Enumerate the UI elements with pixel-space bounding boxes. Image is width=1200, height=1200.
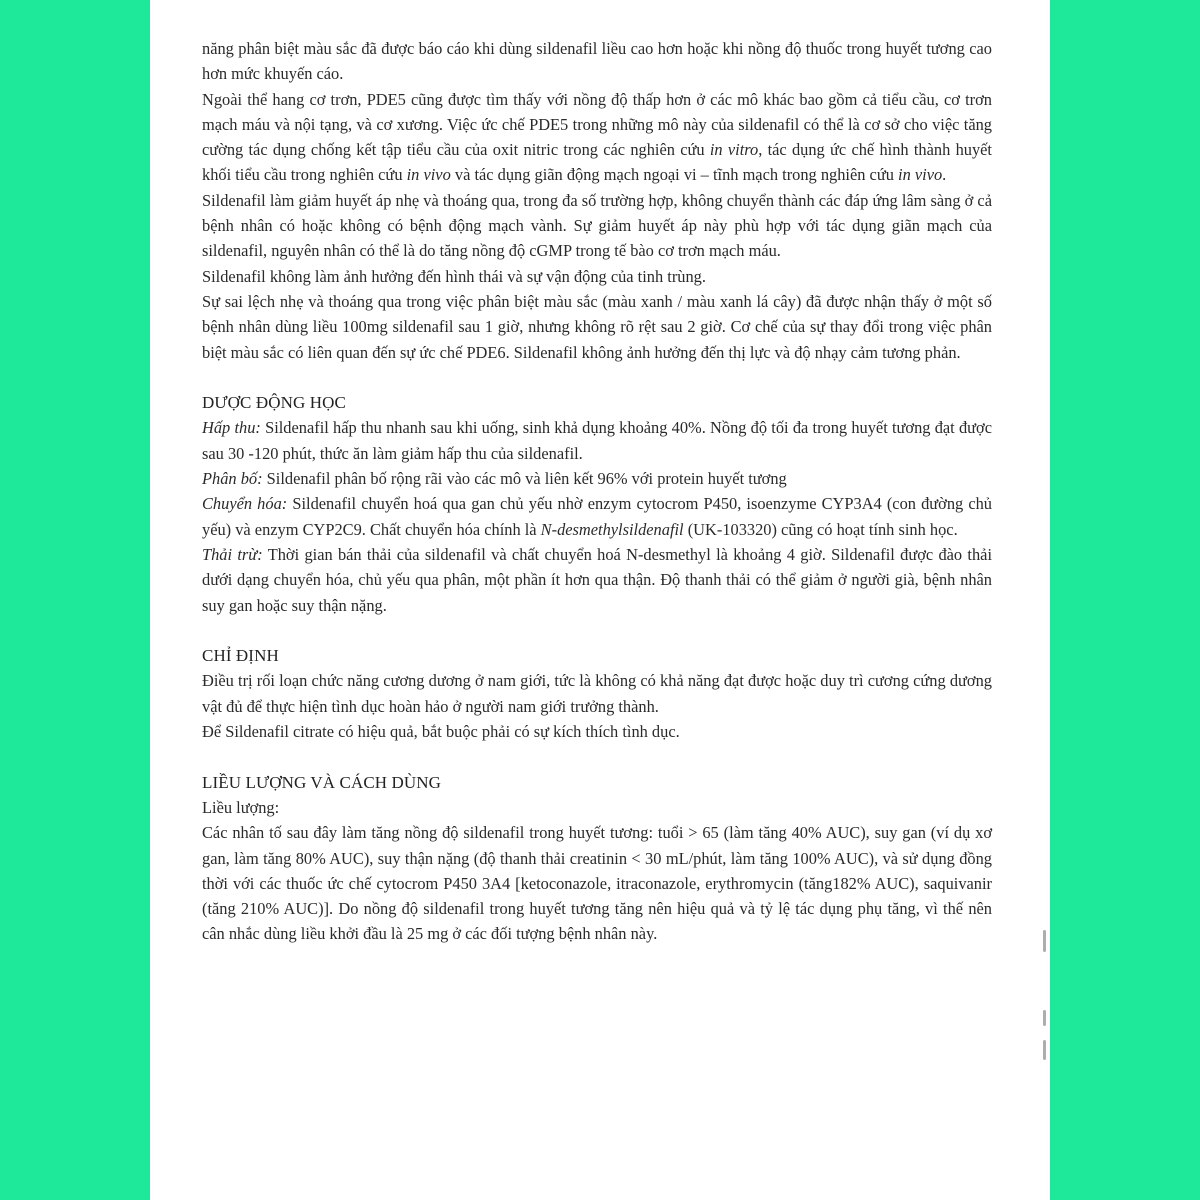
- section-gap: [202, 744, 992, 769]
- distribution-text: Sildenafil phân bố rộng rãi vào các mô và liên kết 96% với protein huyết tương: [262, 469, 787, 489]
- indication-title: CHỈ ĐỊNH: [202, 646, 279, 666]
- indication-paragraph-2: Để Sildenafil citrate có hiệu quả, bắt buộc phải có sự kích thích tình dục.: [202, 722, 680, 742]
- pde5-text-3: và tác dụng giãn động mạch ngoại vi – tĩnh mạch trong nghiên cứu: [450, 165, 899, 185]
- section-gap: [202, 618, 992, 643]
- dosage-subtitle: Liều lượng:: [202, 797, 280, 817]
- scan-edge-mark: [1043, 930, 1046, 952]
- sperm-paragraph: Sildenafil không làm ảnh hưởng đến hình thái và sự vận động của tinh trùng.: [202, 266, 706, 286]
- elimination-paragraph: [202, 542, 992, 618]
- blood-pressure-paragraph: Sildenafil làm giảm huyết áp nhẹ và thoáng qua, trong đa số trường hợp, không chuyển thành các đáp ứng lâm sàng ở cả bệnh nhân có hoặc không có bệnh động mạch vành. Sự giảm huyết áp này phù hợp với tác dụng giãn mạch của sildenafil, nguyên nhân có thể là do tăng nồng độ cGMP trong tế bào cơ trơn mạch máu.: [202, 190, 992, 261]
- color-vision-paragraph: Sự sai lệch nhẹ và thoáng qua trong việc phân biệt màu sắc (màu xanh / màu xanh lá cây) đã được nhận thấy ở một số bệnh nhân dùng liều 100mg sildenafil sau 1 giờ, nhưng không rõ rệt sau 2 giờ. Cơ chế của sự thay đổi trong việc phân biệt màu sắc có liên quan đến sự ức chế PDE6. Sildenafil không ảnh hưởng đến thị lực và độ nhạy cảm tương phản.: [202, 291, 992, 362]
- dosage-paragraph: Các nhân tố sau đây làm tăng nồng độ sildenafil trong huyết tương: tuổi > 65 (làm tăng 40% AUC), suy gan (ví dụ xơ gan, làm tăng 80% AUC), suy thận nặng (độ thanh thải creatinin < 30 mL/phút, làm tăng 100% AUC), và sử dụng đồng thời với các thuốc ức chế cytocrom P450 3A4 [ketoconazole, itraconazole, erythromycin (tăng182% AUC), saquivanir (tăng 210% AUC)]. Do nồng độ sildenafil trong huyết tương tăng nên hiệu quả và tỷ lệ tác dụng phụ tăng, vì thế nên cân nhắc dùng liều khởi đầu là 25 mg ở các đối tượng bệnh nhân này.: [202, 823, 992, 944]
- document-page: [150, 0, 1050, 1200]
- metabolism-text-2: (UK-103320) cũng có hoạt tính sinh học.: [683, 519, 958, 539]
- in-vivo-term: in vivo: [898, 165, 943, 185]
- scan-edge-mark: [1043, 1010, 1046, 1026]
- pde5-paragraph: [202, 87, 992, 188]
- section-gap: [202, 365, 992, 390]
- elimination-label: Thải trừ:: [202, 544, 263, 564]
- intro-paragraph: năng phân biệt màu sắc đã được báo cáo khi dùng sildenafil liều cao hơn hoặc khi nồng độ thuốc trong huyết tương cao hơn mức khuyến cáo.: [202, 39, 992, 84]
- metabolism-text: Sildenafil chuyển hoá qua gan chủ yếu nhờ enzym cytocrom P450, isoenzyme CYP3A4 (con đường chủ yếu) và enzym CYP2C9. Chất chuyển hóa chính là: [202, 494, 992, 539]
- dosage-title: LIỀU LƯỢNG VÀ CÁCH DÙNG: [202, 772, 441, 792]
- elimination-text: Thời gian bán thải của sildenafil và chất chuyển hoá N-desmethyl là khoảng 4 giờ. Sildenafil được đào thải dưới dạng chuyển hóa, chủ yếu qua phân, một phần ít hơn qua thận. Độ thanh thải có thể giảm ở người già, bệnh nhân suy gan hoặc suy thận nặng.: [202, 544, 992, 615]
- absorption-paragraph: [202, 415, 992, 466]
- metabolism-paragraph: [202, 491, 992, 542]
- pharmacokinetics-title: DƯỢC ĐỘNG HỌC: [202, 393, 346, 413]
- scan-edge-mark: [1043, 1040, 1046, 1060]
- pde5-text-1: Ngoài thể hang cơ trơn, PDE5 cũng được tìm thấy với nồng độ thấp hơn ở các mô khác bao gồm cả tiểu cầu, cơ trơn mạch máu và nội tạng, và cơ xương. Việc ức chế PDE5 trong những mô này của sildenafil có thể là cơ sở cho việc tăng cường tác dụng chống kết tập tiểu cầu của oxit nitric trong các nghiên cứu: [202, 89, 992, 160]
- indication-paragraph-1: Điều trị rối loạn chức năng cương dương ở nam giới, tức là không có khả năng đạt được hoặc duy trì cương cứng dương vật đủ để thực hiện tình dục hoàn hảo ở người nam giới trưởng thành.: [202, 671, 992, 716]
- distribution-label: Phân bố:: [202, 469, 263, 489]
- in-vivo-term: in vivo: [406, 165, 451, 185]
- document-content: [202, 36, 992, 947]
- pde5-text-2: , tác dụng ức chế hình thành huyết khối tiểu cầu trong nghiên cứu: [202, 140, 992, 185]
- in-vitro-term: in vitro: [709, 140, 759, 160]
- metabolite-name: N-desmethylsildenafil: [540, 519, 684, 539]
- absorption-label: Hấp thu:: [202, 418, 261, 438]
- metabolism-label: Chuyển hóa:: [202, 494, 288, 514]
- pde5-text-4: .: [942, 165, 947, 185]
- absorption-text: Sildenafil hấp thu nhanh sau khi uống, sinh khả dụng khoảng 40%. Nồng độ tối đa trong huyết tương đạt được sau 30 -120 phút, thức ăn làm giảm hấp thu của sildenafil.: [202, 418, 992, 463]
- distribution-paragraph: [202, 466, 992, 491]
